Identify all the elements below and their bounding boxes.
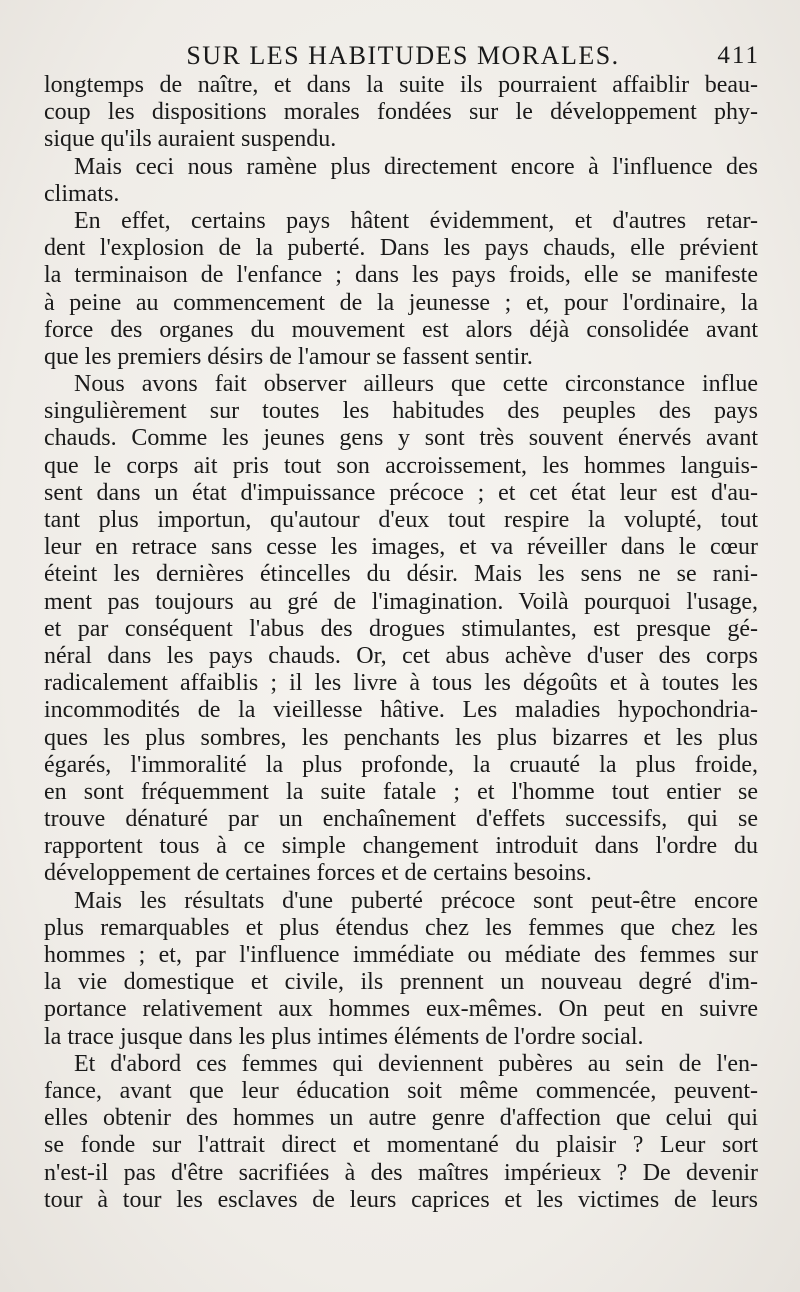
text-line: chauds. Comme les jeunes gens y sont très souvent énervés avant <box>44 425 758 452</box>
text-line: en sont fréquemment la suite fatale ; et l'homme tout entier se <box>44 778 758 805</box>
text-line: n'est-il pas d'être sacrifiées à des maîtres impérieux ? De devenir <box>44 1159 758 1186</box>
text-line: plus remarquables et plus étendus chez les femmes que chez les <box>44 914 758 941</box>
running-head <box>46 38 760 74</box>
text-line: développement de certaines forces et de certains besoins. <box>44 860 592 887</box>
text-line: portance relativement aux hommes eux-mêmes. On peut en suivre <box>44 996 758 1023</box>
page-number: 411 <box>717 42 760 69</box>
running-title: SUR LES HABITUDES MORALES. <box>186 41 620 70</box>
text-line: se fonde sur l'attrait direct et momentané du plaisir ? Leur sort <box>44 1132 758 1159</box>
text-line: la terminaison de l'enfance ; dans les pays froids, elle se manifeste <box>44 262 758 289</box>
text-line: Mais les résultats d'une puberté précoce sont peut-être encore <box>74 887 758 914</box>
text-line: néral dans les pays chauds. Or, cet abus achève d'user des corps <box>44 642 758 669</box>
text-line: force des organes du mouvement est alors déjà consolidée avant <box>44 316 758 343</box>
text-line: Et d'abord ces femmes qui deviennent pubères au sein de l'en- <box>74 1050 758 1077</box>
text-line: égarés, l'immoralité la plus profonde, la cruauté la plus froide, <box>44 751 758 778</box>
text-line: radicalement affaiblis ; il les livre à tous les dégoûts et à toutes les <box>44 670 758 697</box>
text-line: éteint les dernières étincelles du désir. Mais les sens ne se rani- <box>44 561 758 588</box>
text-line: dent l'explosion de la puberté. Dans les pays chauds, elle prévient <box>44 235 758 262</box>
text-line: que le corps ait pris tout son accroissement, les hommes languis- <box>44 452 758 479</box>
text-line: Nous avons fait observer ailleurs que cette circonstance influe <box>74 371 758 398</box>
text-line: Mais ceci nous ramène plus directement encore à l'influence des <box>74 153 758 180</box>
text-line: tant plus importun, qu'autour d'eux tout respire la volupté, tout <box>44 507 758 533</box>
text-line: sent dans un état d'impuissance précoce ; et cet état leur est d'au- <box>44 479 758 506</box>
text-line: coup les dispositions morales fondées sur le développement phy- <box>44 99 758 126</box>
text-line: climats. <box>44 180 120 207</box>
text-line: En effet, certains pays hâtent évidemment, et d'autres retar- <box>74 207 758 234</box>
text-line: que les premiers désirs de l'amour se fassent sentir. <box>44 343 533 370</box>
text-line: sique qu'ils auraient suspendu. <box>44 126 337 153</box>
text-line: hommes ; et, par l'influence immédiate ou médiate des femmes sur <box>44 942 758 968</box>
text-line: leur en retrace sans cesse les images, et va réveiller dans le cœur <box>44 534 758 561</box>
text-line: la vie domestique et civile, ils prennent un nouveau degré d'im- <box>44 969 758 996</box>
text-line: ment pas toujours au gré de l'imagination. Voilà pourquoi l'usage, <box>44 588 758 615</box>
text-line: singulièrement sur toutes les habitudes des peuples des pays <box>44 398 758 425</box>
text-line: trouve dénaturé par un enchaînement d'effets successifs, qui se <box>44 806 758 833</box>
text-line: rapportent tous à ce simple changement introduit dans l'ordre du <box>44 833 758 860</box>
text-line: fance, avant que leur éducation soit même commencée, peuvent- <box>44 1077 758 1104</box>
text-line: ques les plus sombres, les penchants les plus bizarres et les plus <box>44 724 758 751</box>
body-text <box>44 72 758 1214</box>
text-line: à peine au commencement de la jeunesse ; et, pour l'ordinaire, la <box>44 289 758 316</box>
text-line: tour à tour les esclaves de leurs caprices et les victimes de leurs <box>44 1186 758 1213</box>
text-line: elles obtenir des hommes un autre genre d'affection que celui qui <box>44 1105 758 1132</box>
text-line: incommodités de la vieillesse hâtive. Les maladies hypochondria- <box>44 697 758 724</box>
text-line: et par conséquent l'abus des drogues stimulantes, est presque gé- <box>44 615 758 642</box>
text-line: longtemps de naître, et dans la suite ils pourraient affaiblir beau- <box>44 72 758 98</box>
text-line: la trace jusque dans les plus intimes éléments de l'ordre social. <box>44 1023 644 1050</box>
